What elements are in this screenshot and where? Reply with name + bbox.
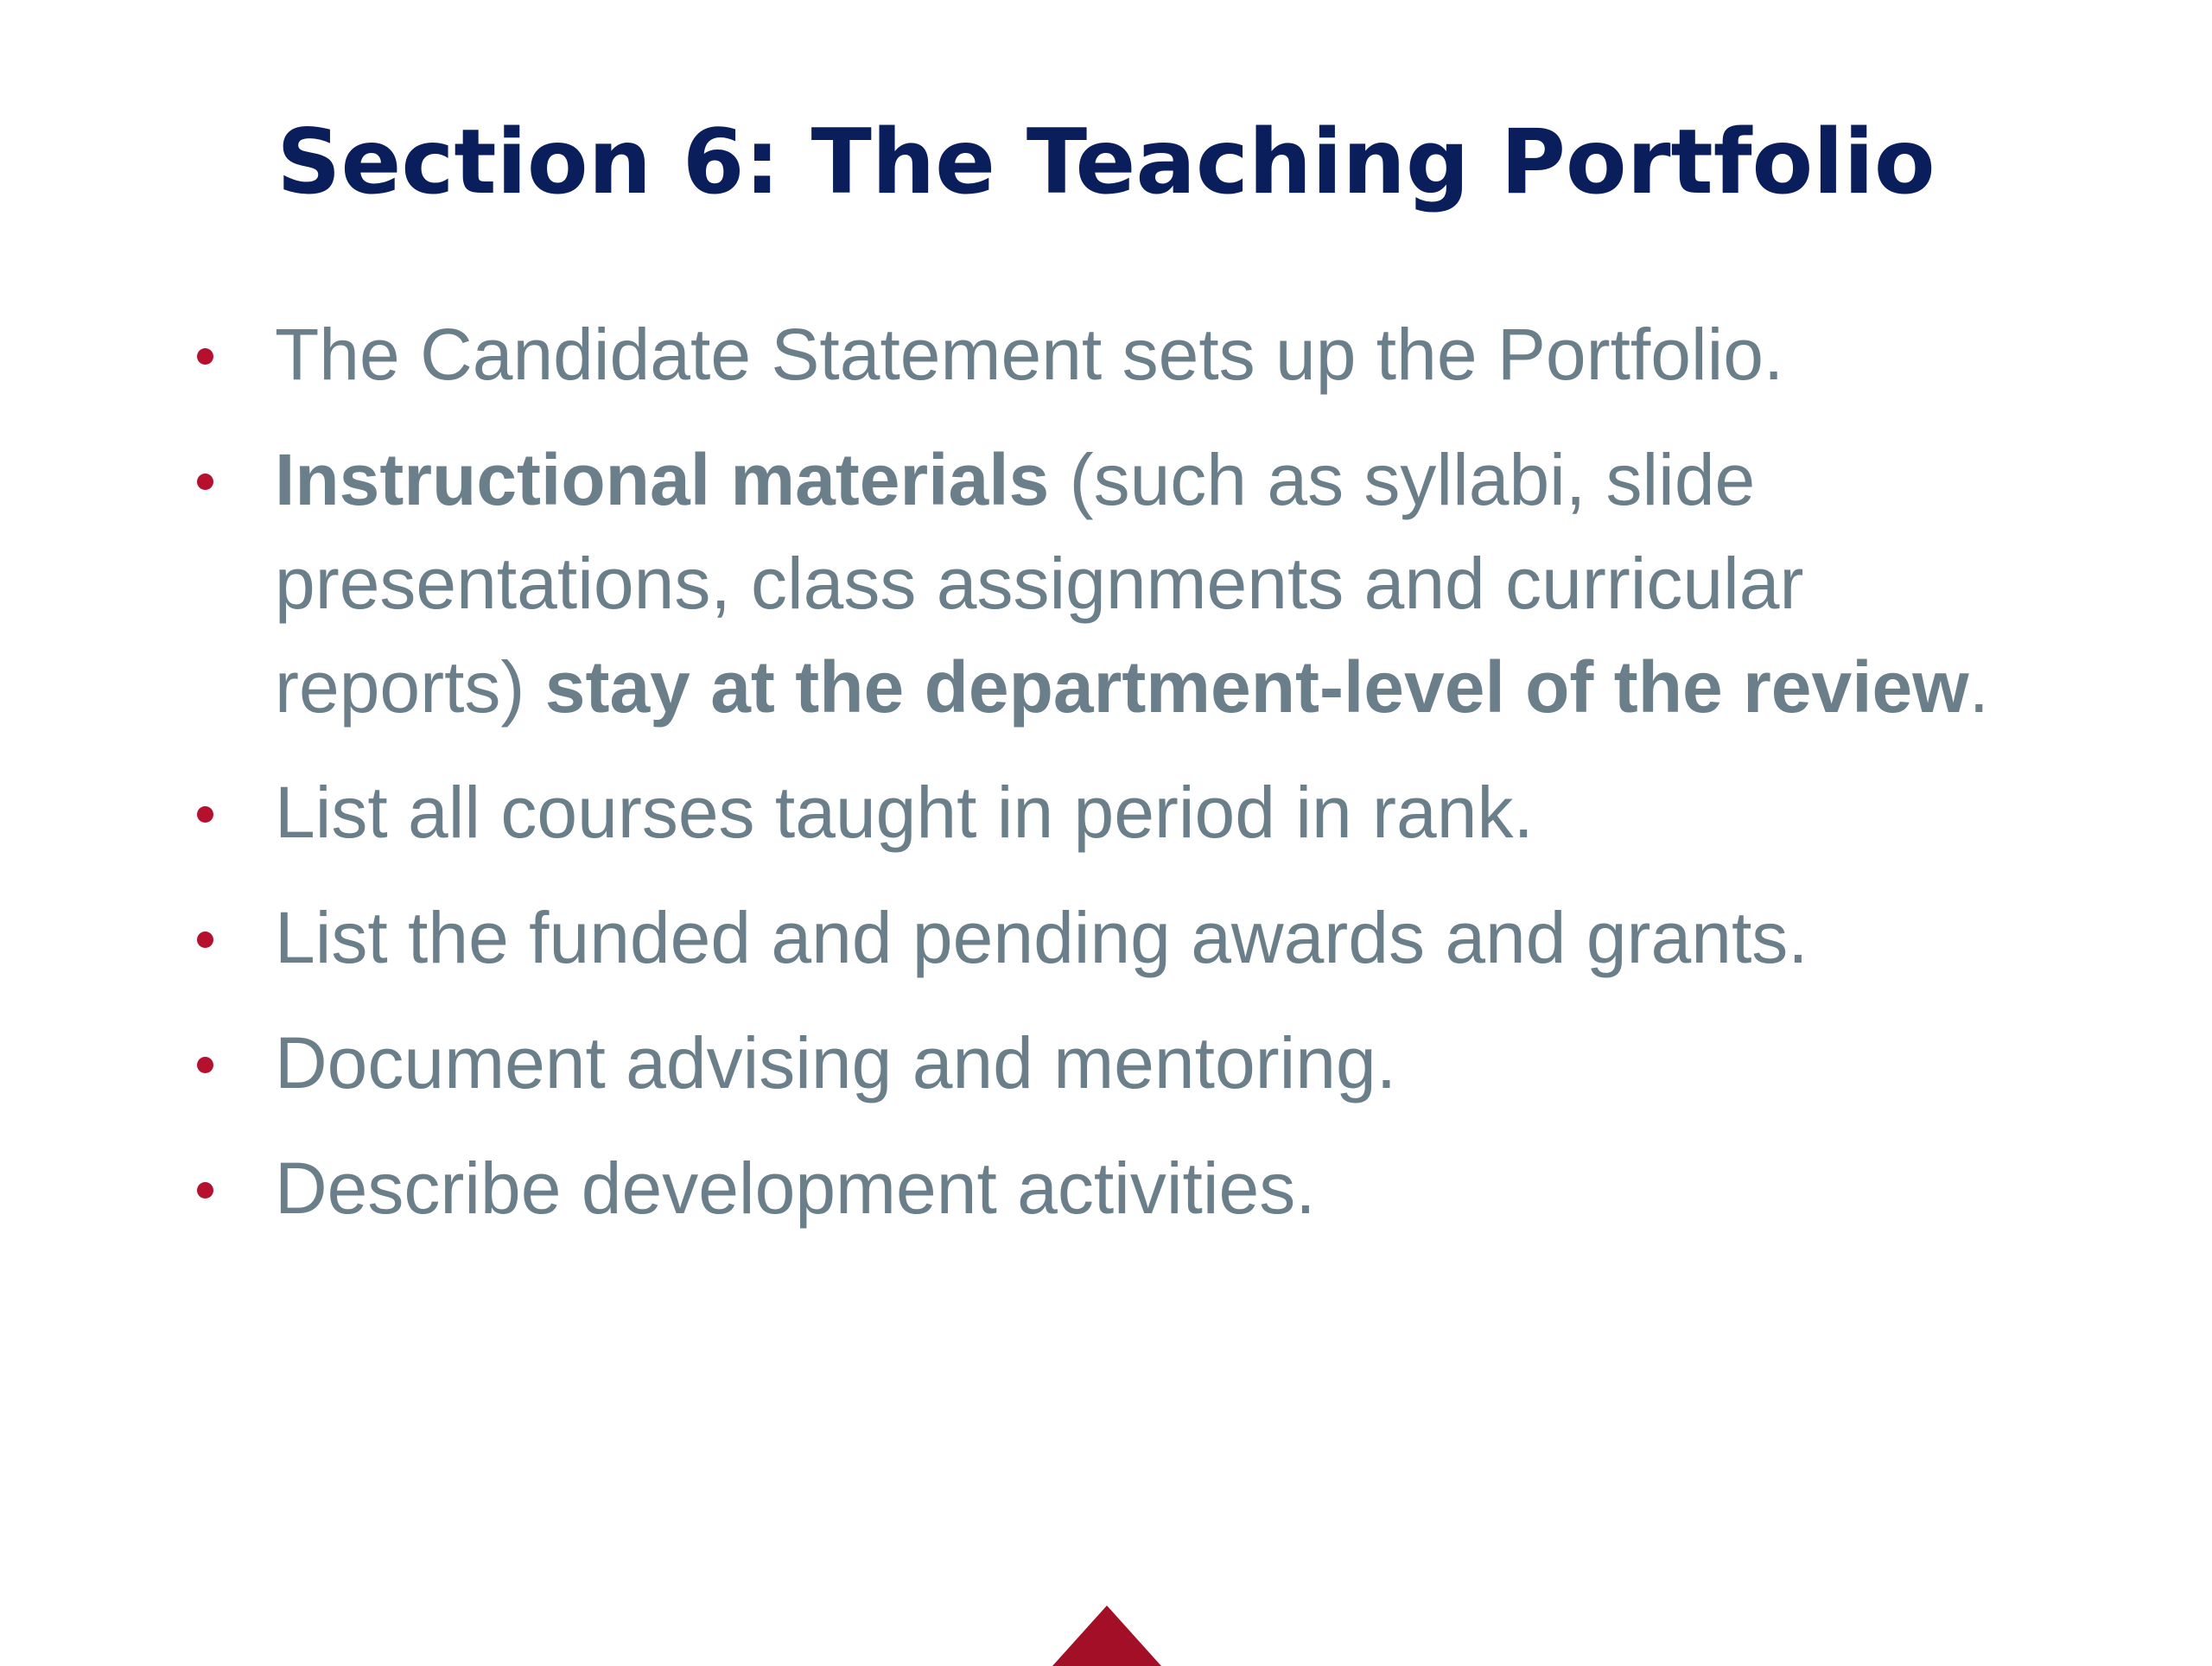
- bullet-icon: [197, 474, 213, 490]
- bullet-text: The Candidate Statement sets up the Portfolio.: [275, 314, 1784, 395]
- footer-triangle-icon: [1052, 1606, 1161, 1666]
- bullet-icon: [197, 806, 213, 823]
- bullet-icon: [197, 348, 213, 365]
- bullet-text: List the funded and pending awards and grants.: [275, 897, 1808, 978]
- bullet-text: .: [1968, 646, 1989, 728]
- bullet-text-bold: stay at the department-level of the review: [544, 646, 1969, 728]
- bullet-item-development-activities: [192, 1136, 1989, 1240]
- bullet-text: Describe development activities.: [275, 1148, 1316, 1229]
- bullet-text-bold: Instructional materials: [275, 439, 1050, 520]
- bullet-item-instructional-materials: [192, 428, 1989, 739]
- bullet-item-courses: [192, 760, 1989, 864]
- bullet-text: List all courses taught in period in rank.: [275, 772, 1534, 853]
- bullet-list: [192, 302, 1989, 1262]
- bullet-item-candidate-statement: [192, 302, 1989, 406]
- bullet-item-advising-mentoring: [192, 1011, 1989, 1115]
- slide-title: Section 6: The Teaching Portfolio: [276, 111, 1936, 214]
- bullet-icon: [197, 932, 213, 948]
- bullet-icon: [197, 1182, 213, 1199]
- bullet-text: Document advising and mentoring.: [275, 1022, 1397, 1103]
- bullet-item-awards-grants: [192, 886, 1989, 989]
- bullet-icon: [197, 1057, 213, 1073]
- bullet-text: (such as syllabi, slide presentations, class assignments and curricular reports): [275, 439, 1804, 728]
